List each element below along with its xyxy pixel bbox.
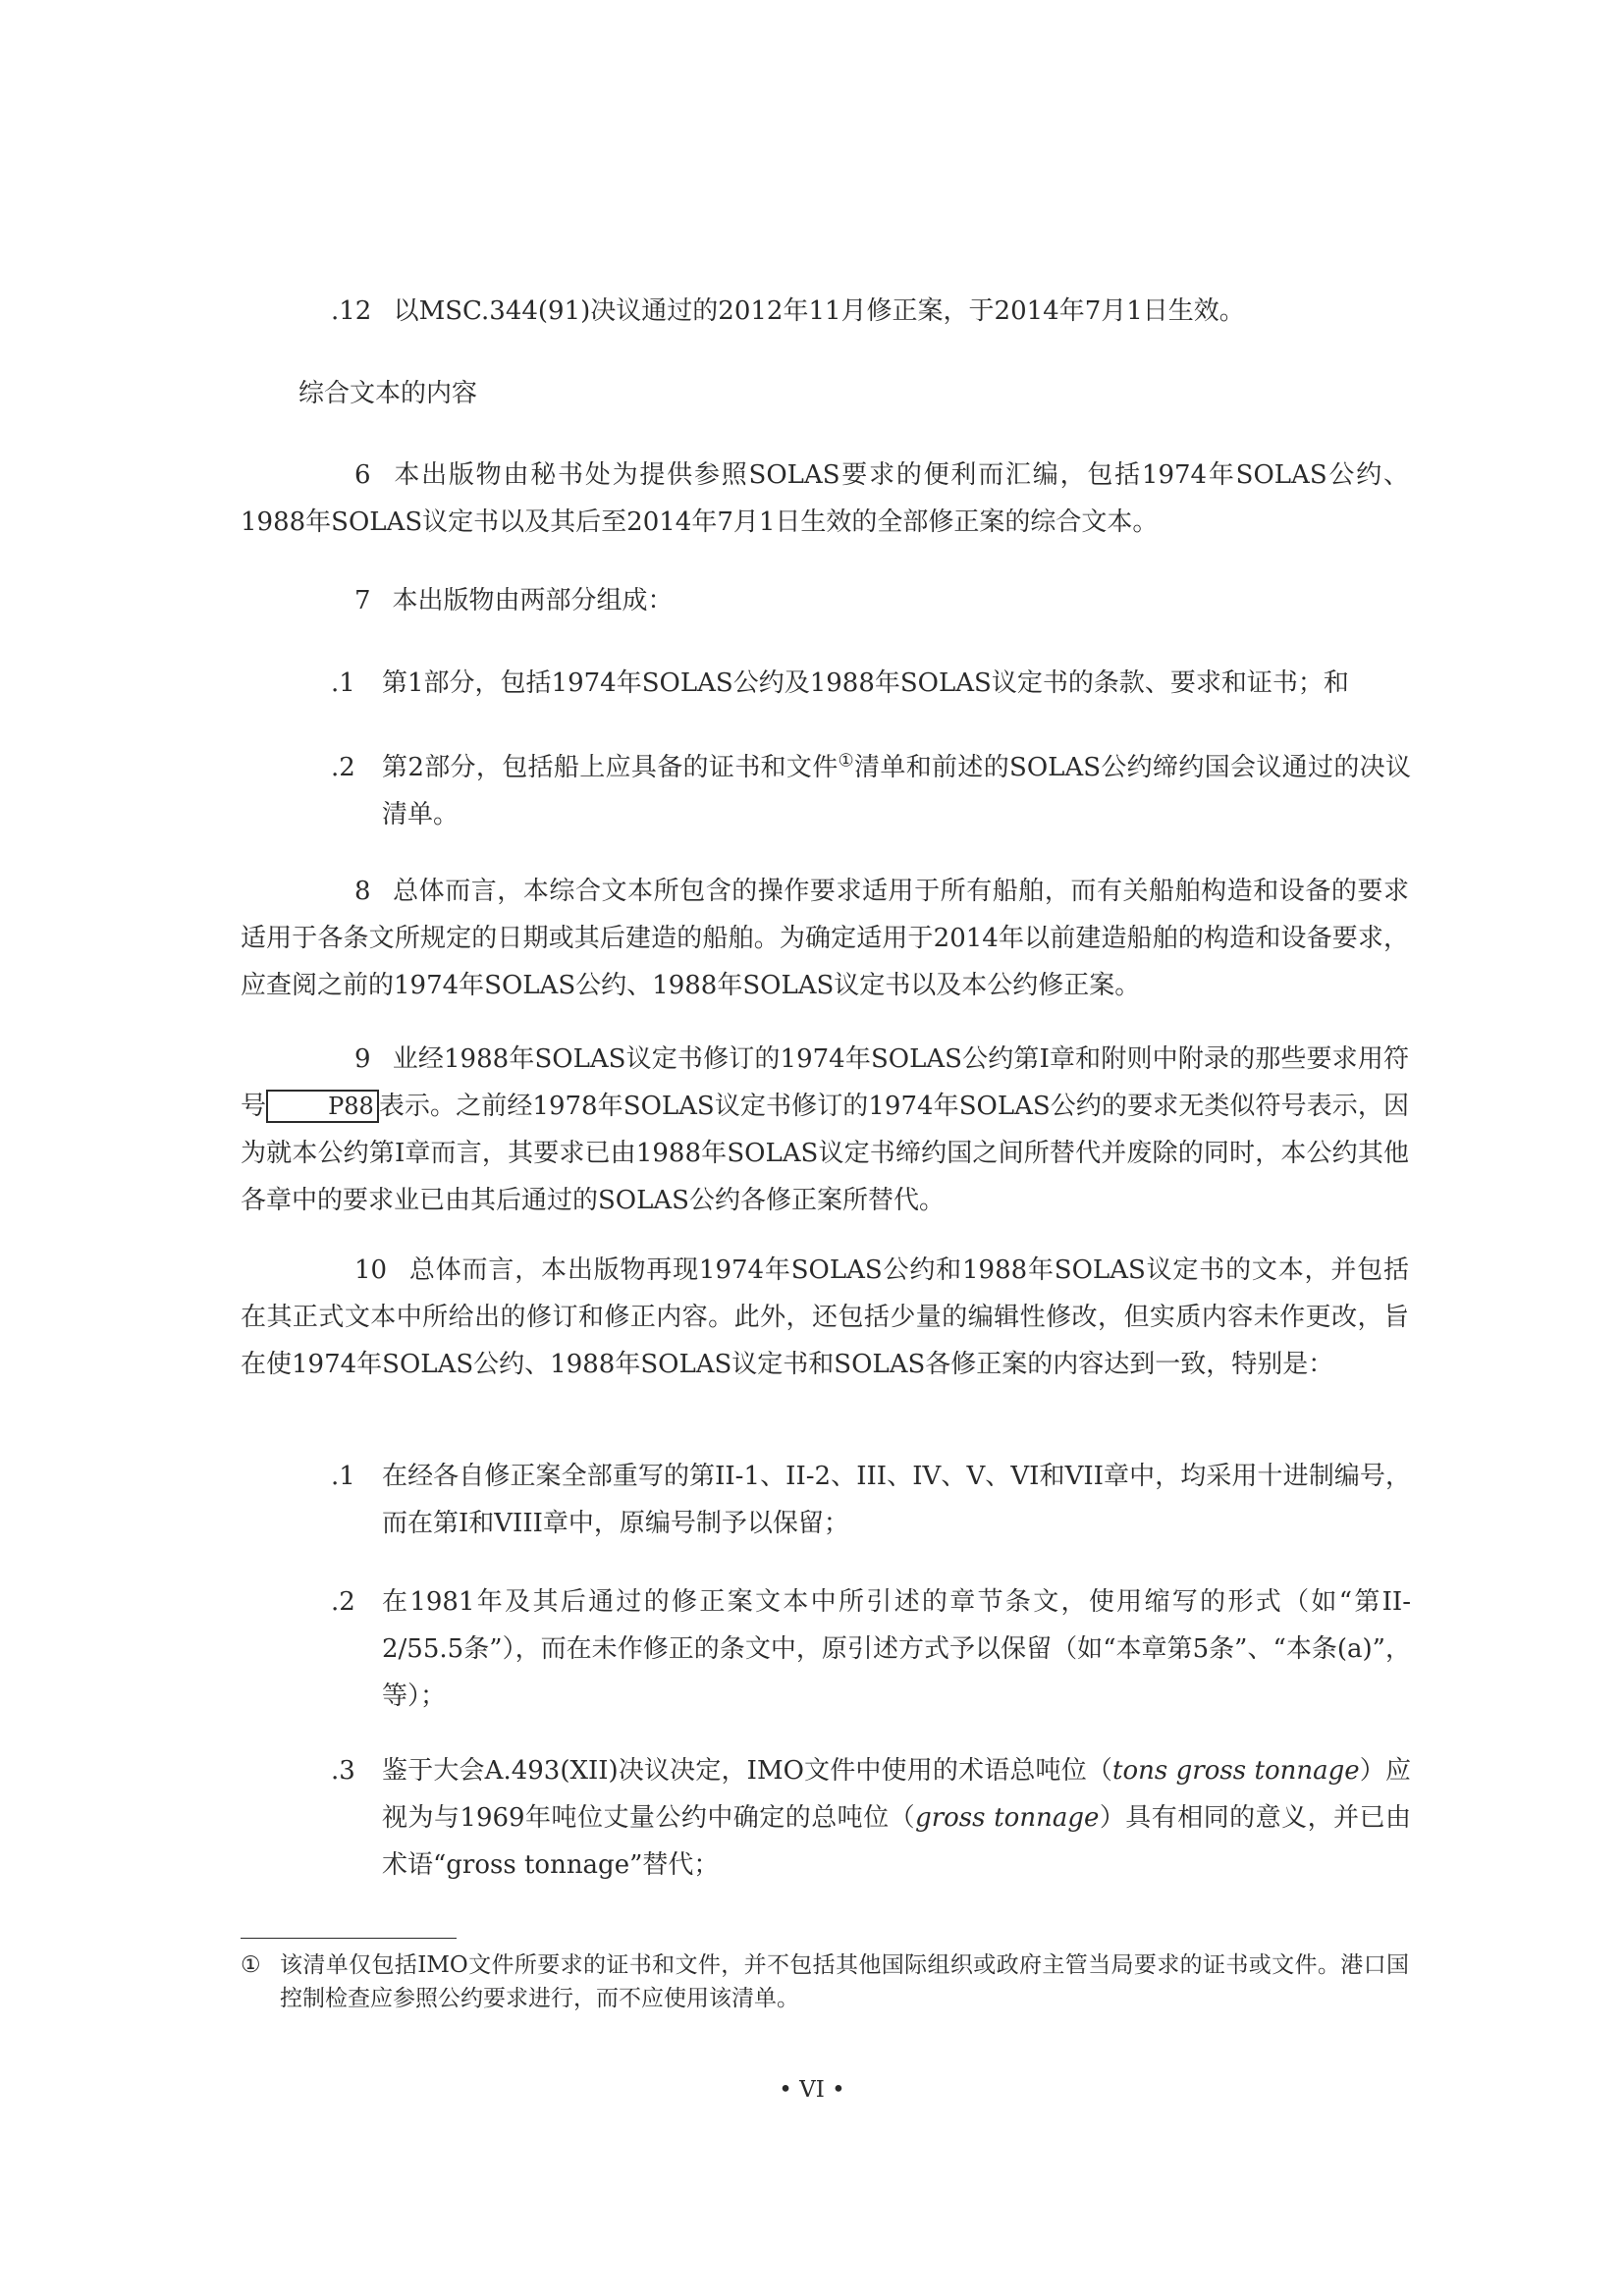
list-item-index: .1	[331, 1462, 355, 1491]
list-item-index: .3	[331, 1756, 355, 1786]
list-item-text	[382, 744, 1411, 838]
paragraph-7	[241, 577, 1409, 624]
paragraph-text: 表示。之前经1978年SOLAS议定书修订的1974年SOLAS公约的要求无类似符号表示，因为就本公约第I章而言，其要求已由1988年SOLAS议定书缔约国之间所替代并废除的同时，本公约其他各章中的要求业已由其后通过的SOLAS公约各修正案所替代。	[241, 1092, 1409, 1215]
paragraph-text: 业经1988年SOLAS议定书修订的1974年SOLAS公约第I章和附则中附录的那些要求用符号	[241, 1044, 1409, 1121]
paragraph-text: 本出版物由两部分组成：	[392, 586, 674, 615]
list-item-text-part: 鉴于大会A.493(XII)决议决定，IMO文件中使用的术语总吨位（	[382, 1756, 1113, 1786]
paragraph-number: 10	[354, 1255, 388, 1285]
list-item-index: .2	[331, 753, 355, 782]
list-item-text	[382, 1747, 1411, 1889]
footnote-separator	[241, 1938, 457, 1939]
footnote-reference: ①	[838, 750, 855, 772]
page-number: • VI •	[779, 2077, 845, 2103]
list-item-text-part: 第2部分，包括船上应具备的证书和文件	[382, 753, 839, 782]
paragraph-9	[241, 1036, 1409, 1224]
list-item	[331, 1578, 1411, 1720]
footnote	[241, 1949, 1409, 2015]
list-item	[331, 744, 1411, 838]
footnote-text: 该清单仅包括IMO文件所要求的证书和文件，并不包括其他国际组织或政府主管当局要求的证书或文件。港口国控制检查应参照公约要求进行，而不应使用该清单。	[280, 1952, 1409, 2011]
footnote-mark: ①	[241, 1952, 261, 1978]
p88-symbol: P88	[266, 1090, 379, 1123]
paragraph-number: 8	[354, 877, 371, 906]
italic-term: gross tonnage	[915, 1803, 1100, 1833]
list-item-text-part: ）具有相同的意义，并已由术语“gross tonnage”替代；	[382, 1803, 1411, 1880]
paragraph-text: 本出版物由秘书处为提供参照SOLAS要求的便利而汇编，包括1974年SOLAS公约、1988年SOLAS议定书以及其后至2014年7月1日生效的全部修正案的综合文本。	[241, 460, 1409, 537]
item-12-text: 以MSC.344(91)决议通过的2012年11月修正案，于2014年7月1日生效。	[393, 296, 1245, 326]
paragraph-number: 9	[354, 1044, 371, 1074]
paragraph-6	[241, 452, 1409, 546]
item-12	[331, 294, 1245, 329]
paragraph-number: 7	[354, 586, 371, 615]
list-item	[331, 1453, 1411, 1547]
list-item	[331, 660, 1411, 707]
paragraph-8	[241, 868, 1409, 1009]
list-item-index: .1	[331, 668, 355, 698]
paragraph-text: 总体而言，本出版物再现1974年SOLAS公约和1988年SOLAS议定书的文本，并包括在其正式文本中所给出的修订和修正内容。此外，还包括少量的编辑性修改，但实质内容未作更改，旨在使1974年SOLAS公约、1988年SOLAS议定书和SOLAS各修正案的内容达到一致，特别是：	[241, 1255, 1409, 1379]
paragraph-10	[241, 1247, 1409, 1388]
section-heading: 综合文本的内容	[298, 379, 478, 408]
list-item-text: 在1981年及其后通过的修正案文本中所引述的章节条文，使用缩写的形式（如“第II-2/55.5条”），而在未作修正的条文中，原引述方式予以保留（如“本章第5条”、“本条(a)”，等）；	[382, 1587, 1411, 1711]
list-item-text-part: ）应视为与1969年吨位丈量公约中确定的总吨位（	[382, 1756, 1411, 1833]
list-item-text: 在经各自修正案全部重写的第II-1、II-2、III、IV、V、VI和VII章中，均采用十进制编号，而在第I和VIII章中，原编号制予以保留；	[382, 1462, 1411, 1538]
list-item-text-part: 清单和前述的SOLAS公约缔约国会议通过的决议清单。	[382, 753, 1412, 829]
list-item-index: .2	[331, 1587, 355, 1617]
list-item-text: 第1部分，包括1974年SOLAS公约及1988年SOLAS议定书的条款、要求和证书；和	[382, 668, 1349, 698]
list-item	[331, 1747, 1411, 1889]
item-12-index: .12	[331, 296, 372, 326]
italic-term: tons gross tonnage	[1112, 1756, 1360, 1786]
paragraph-text: 总体而言，本综合文本所包含的操作要求适用于所有船舶，而有关船舶构造和设备的要求适用于各条文所规定的日期或其后建造的船舶。为确定适用于2014年以前建造船舶的构造和设备要求，应查阅之前的1974年SOLAS公约、1988年SOLAS议定书以及本公约修正案。	[241, 877, 1409, 1000]
paragraph-number: 6	[354, 460, 371, 490]
